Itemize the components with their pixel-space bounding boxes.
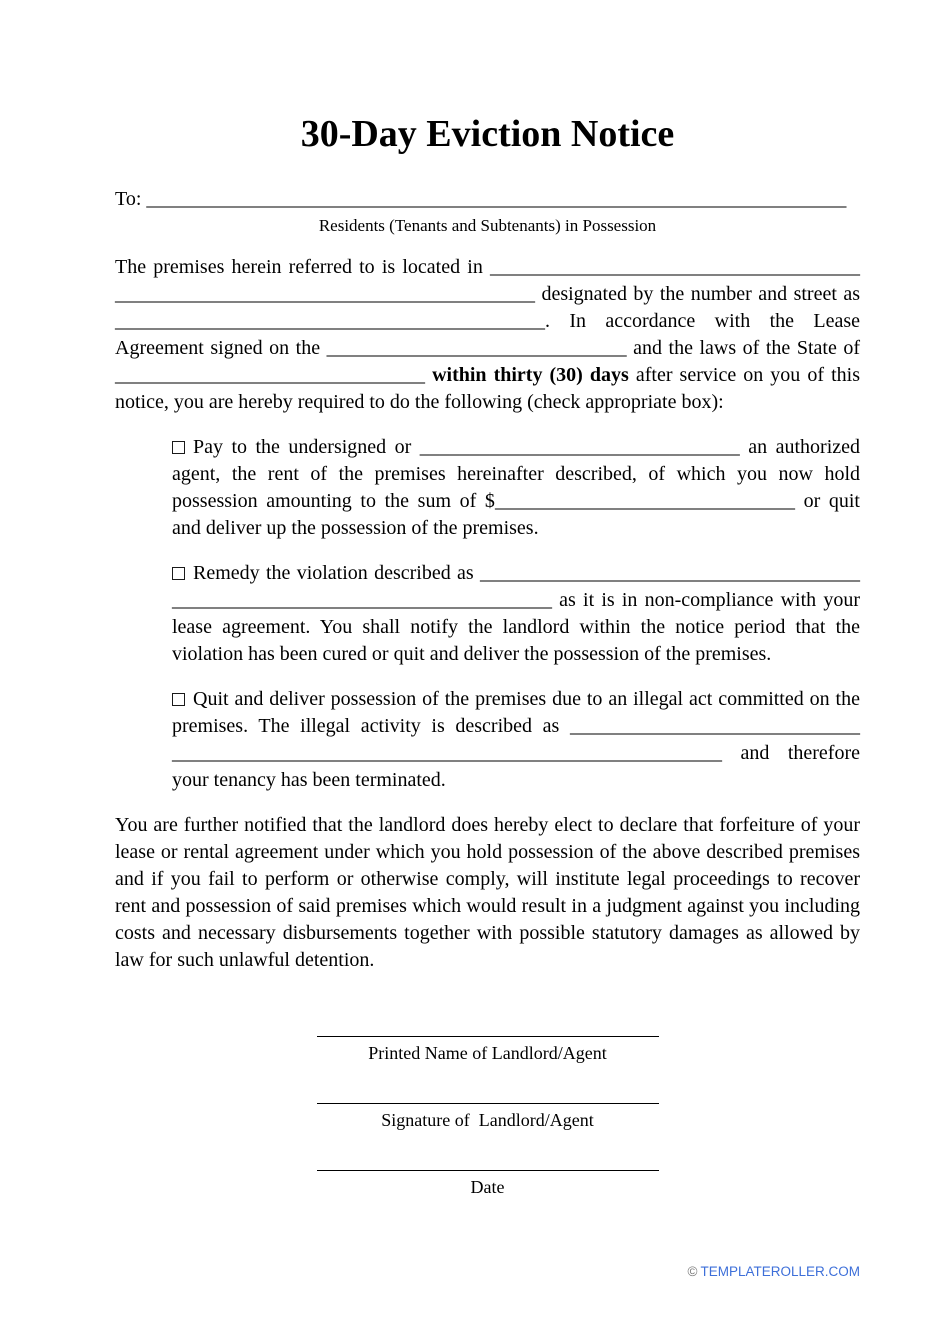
authorized-agent-blank[interactable]: ________________________________: [419, 436, 740, 458]
checkbox-icon[interactable]: [172, 693, 185, 706]
violation-description-blank-2[interactable]: ______________________________________: [172, 589, 552, 611]
footer: [688, 1264, 860, 1280]
intro-text-1: The premises herein referred to is located in: [115, 256, 490, 278]
signature-entry-date: [317, 1170, 659, 1199]
intro-text-2: designated by the number and street as: [535, 283, 860, 305]
premises-city-blank-1[interactable]: _____________________________________: [490, 256, 860, 278]
option-quit-text-1: Quit and deliver possession of the premises due to an illegal act committed on the premises. The illegal activity is described as: [172, 688, 860, 737]
eviction-option-remedy-violation: [172, 560, 860, 668]
closing-paragraph: You are further notified that the landlord does hereby elect to declare that forfeiture of your lease or rental agreement under which you hold possession of the above described premises and if you fail to perform or otherwise comply, will institute legal proceedings to recover rent and possession of said premises which would result in a judgment against you including costs and necessary disbursements together with possible statutory damages as allowed by law for such unlawful detention.: [115, 814, 860, 971]
illegal-activity-blank-1[interactable]: _____________________________: [570, 715, 860, 737]
printed-name-line[interactable]: [317, 1036, 659, 1037]
lease-date-blank[interactable]: ______________________________: [326, 337, 627, 359]
intro-text-3: . In accordance with the Lease Agreement signed on the: [115, 310, 860, 359]
signature-line[interactable]: [317, 1103, 659, 1104]
option-remedy-text-2: as it is in non-compliance with your lease agreement. You shall notify the landlord within the notice period that the violation has been cured or quit and deliver the possession of the premises.: [172, 589, 860, 665]
violation-description-blank-1[interactable]: ______________________________________: [480, 562, 860, 584]
recipient-row: [115, 186, 860, 213]
intro-text-4: and the laws of the State of: [626, 337, 861, 359]
option-remedy-text-1: Remedy the violation described as: [193, 562, 480, 584]
option-pay-text-2: an authorized agent, the rent of the premises hereinafter described, of which you now hold possession amounting to the sum of $: [172, 436, 861, 512]
signature-entry-signature: [317, 1103, 659, 1132]
option-quit-text-2: and therefore your tenancy has been terminated.: [172, 742, 860, 791]
intro-paragraph: [115, 254, 860, 416]
premises-city-blank-2[interactable]: __________________________________________: [115, 283, 535, 305]
signature-block: [317, 1036, 659, 1199]
copyright-symbol: ©: [687, 1264, 698, 1279]
recipient-blank-line[interactable]: ______________________________________________________________________: [146, 188, 847, 210]
checkbox-icon[interactable]: [172, 441, 185, 454]
printed-name-label: Printed Name of Landlord/Agent: [368, 1043, 607, 1063]
date-line[interactable]: [317, 1170, 659, 1171]
eviction-option-quit-illegal-act: [172, 686, 860, 794]
checkbox-icon[interactable]: [172, 567, 185, 580]
street-address-blank[interactable]: ___________________________________________: [115, 310, 545, 332]
option-pay-text-1: Pay to the undersigned or: [193, 436, 420, 458]
recipient-caption: Residents (Tenants and Subtenants) in Possession: [318, 216, 657, 235]
eviction-option-pay-rent: [172, 434, 860, 542]
date-label: Date: [470, 1177, 505, 1197]
thirty-days-emphasis: within thirty (30) days: [432, 364, 629, 386]
rent-amount-blank[interactable]: ______________________________: [494, 490, 795, 512]
state-blank[interactable]: _______________________________: [115, 364, 433, 386]
recipient-label: To:: [115, 188, 142, 210]
signature-entry-printed-name: [317, 1036, 659, 1065]
option-pay-text-3: or quit and deliver up the possession of the premises.: [172, 490, 860, 539]
templateroller-link[interactable]: TEMPLATEROLLER.COM: [700, 1264, 860, 1279]
intro-text-5: after service on you of this notice, you are hereby required to do the following (check appropriate box):: [115, 364, 860, 413]
document-title: 30-Day Eviction Notice: [300, 113, 675, 155]
illegal-activity-blank-2[interactable]: _______________________________________________________: [172, 742, 722, 764]
signature-label: Signature of Landlord/Agent: [381, 1110, 594, 1130]
